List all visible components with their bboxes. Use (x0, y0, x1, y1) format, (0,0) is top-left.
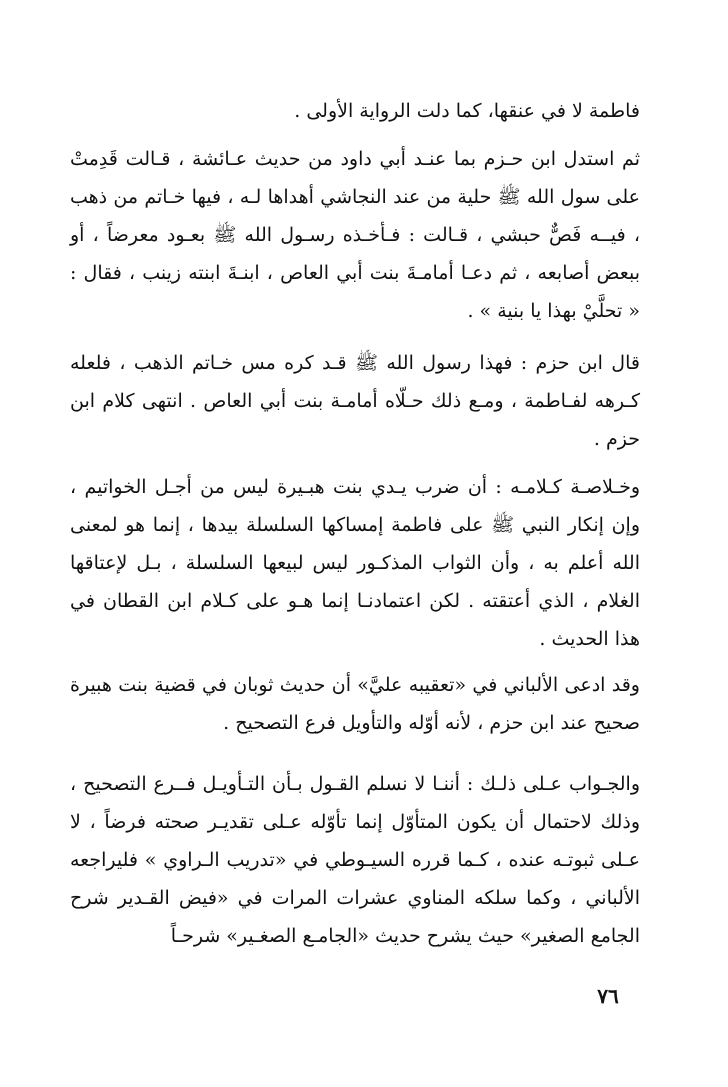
paragraph-2: ثم استدل ابن حـزم بما عنـد أبي داود من حديث عـائشة ، قـالت قَدِمتْ على سول الله ﷺ حلية من عند النجاشي أهداها لـه ، فيها خـاتم من ذهب ، فيــه فَصٌّ حبشي ، قـالت : فـأخـذه رسـول الله ﷺ بعـود معرضاً ، أو ببعض أصابعه ، ثم دعـا أمامـةَ بنت أبي العاص ، ابنـةَ ابنته زينب ، فقال : « تحلَّيْ بهذا يا بنية » . (70, 148, 640, 322)
paragraph-1: فاطمة لا في عنقها، كما دلت الرواية الأولى . (294, 100, 640, 122)
paragraph-6: والجـواب عـلى ذلـك : أننـا لا نسلم القـول بـأن التـأويـل فــرع التصحيح ، وذلك لاحتمال أن يكون المتأوّل إنما تأوّله عـلى تقديـر صحته فرضاً ، لا عـلى ثبوتـه عنده ، كـما قرره السيـوطي في «تدريب الـراوي » فليراجعه الألباني ، وكما سلكه المناوي عشرات المرات في «فيض القـدير شرح الجامع الصغير» حيث يشرح حديث «الجامـع الصغـير» شرحـاً (70, 773, 640, 947)
page-number: ٧٦ (597, 984, 619, 1008)
paragraph-3: قال ابن حزم : فهذا رسول الله ﷺ قـد كره مس خـاتم الذهب ، فلعله كـرهه لفـاطمة ، ومـع ذلك حـلّاه أمامـة بنت أبي العاص . انتهى كلام ابن حزم . (70, 352, 640, 450)
paragraph-5: وقد ادعى الألباني في «تعقيبه عليَّ» أن حديث ثوبان في قضية بنت هبيرة صحيح عند ابن حزم ، لأنه أوّله والتأويل فرع التصحيح . (70, 674, 640, 734)
paragraph-4: وخـلاصـة كـلامـه : أن ضرب يـدي بنت هبـيرة ليس من أجـل الخواتيم ، وإن إنكار النبي ﷺ على فاطمة إمساكها السلسلة بيدها ، إنما هو لمعنى الله أعلم به ، وأن الثواب المذكـور ليس لبيعها السلسلة ، بـل لإعتاقها الغلام ، الذي أعتقته . لكن اعتمادنـا إنما هـو على كـلام ابن القطان في هذا الحديث . (70, 476, 640, 650)
